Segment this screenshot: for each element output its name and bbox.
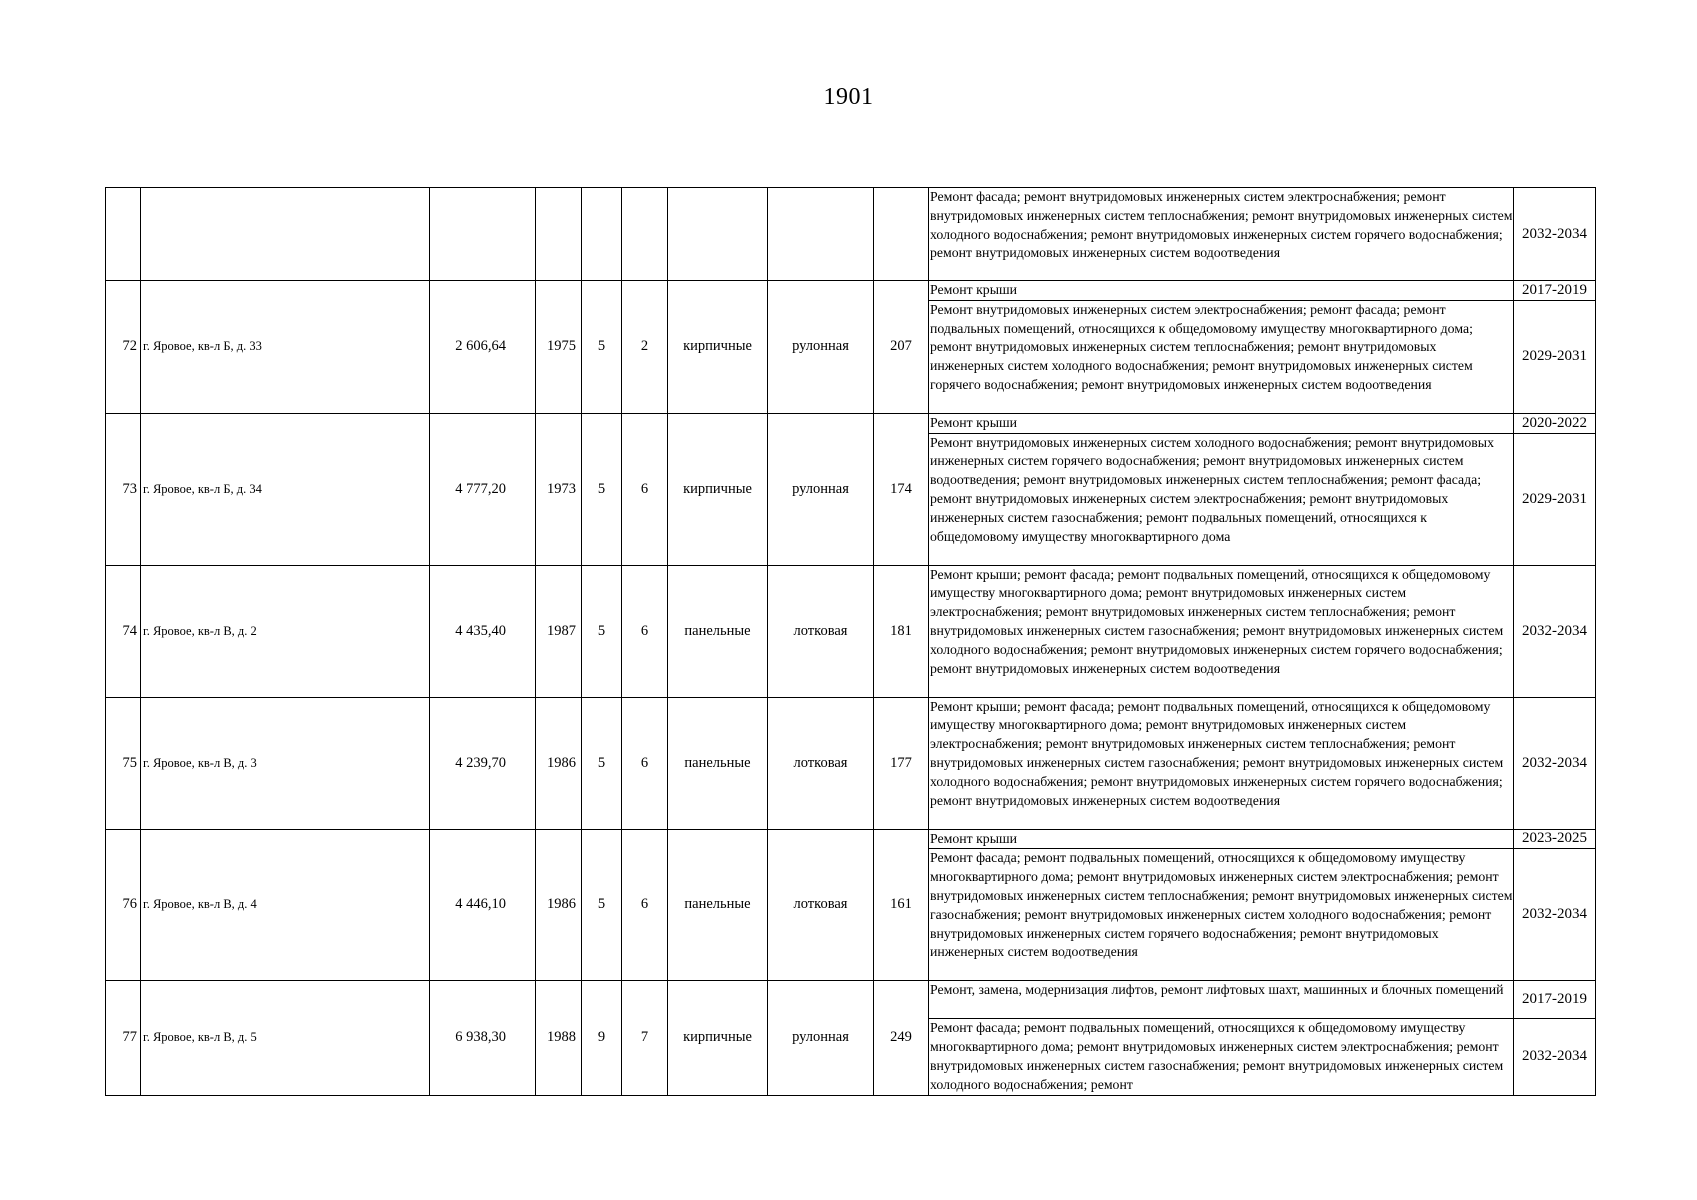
cell-roof-type: рулонная	[768, 981, 874, 1095]
cell-empty	[536, 188, 582, 281]
page-number: 1901	[823, 84, 874, 110]
cell-empty	[874, 188, 929, 281]
cell-floors: 5	[582, 829, 622, 981]
cell-work-types: Ремонт крыши	[929, 281, 1514, 301]
table-row	[106, 565, 1596, 697]
cell-period: 2032-2034	[1514, 1019, 1596, 1095]
cell-year: 1986	[536, 697, 582, 829]
cell-empty	[768, 188, 874, 281]
cell-work-types: Ремонт фасада; ремонт подвальных помещений, относящихся к общедомовому имуществу многоквартирного дома; ремонт внутридомовых инженерных систем электроснабжения; ремонт внутридомовых инженерных систем газоснабжения; ремонт внутридомовых инженерных систем холодного водоснабжения; ремонт	[929, 1019, 1514, 1095]
cell-work-types: Ремонт крыши	[929, 413, 1514, 433]
cell-address: г. Яровое, кв-л В, д. 3	[141, 697, 430, 829]
cell-roof-type: лотковая	[768, 829, 874, 981]
cell-work-types: Ремонт внутридомовых инженерных систем холодного водоснабжения; ремонт внутридомовых инженерных систем горячего водоснабжения; ремонт внутридомовых инженерных систем водоотведения; ремонт внутридомовых инженерных систем теплоснабжения; ремонт фасада; ремонт внутридомовых инженерных систем электроснабжения; ремонт внутридомовых инженерных систем газоснабжения; ремонт подвальных помещений, относящихся к общедомовому имуществу многоквартирного дома	[929, 433, 1514, 565]
cell-floors: 9	[582, 981, 622, 1095]
cell-floors: 5	[582, 281, 622, 414]
cell-address: г. Яровое, кв-л В, д. 4	[141, 829, 430, 981]
table-row	[106, 697, 1596, 829]
cell-roof-type: рулонная	[768, 281, 874, 414]
cell-period: 2020-2022	[1514, 413, 1596, 433]
cell-entrances: 6	[622, 413, 668, 565]
cell-period: 2017-2019	[1514, 281, 1596, 301]
row-number: 73	[106, 413, 141, 565]
continuation-row	[106, 188, 1596, 281]
cell-entrances: 6	[622, 565, 668, 697]
cell-work-types: Ремонт внутридомовых инженерных систем электроснабжения; ремонт фасада; ремонт подвальных помещений, относящихся к общедомовому имуществу многоквартирного дома; ремонт внутридомовых инженерных систем теплоснабжения; ремонт внутридомовых инженерных систем холодного водоснабжения; ремонт внутридомовых инженерных систем горячего водоснабжения; ремонт внутридомовых инженерных систем водоотведения	[929, 300, 1514, 413]
cell-empty	[622, 188, 668, 281]
cell-entrances: 2	[622, 281, 668, 414]
cell-work-types: Ремонт, замена, модернизация лифтов, ремонт лифтовых шахт, машинных и блочных помещений	[929, 981, 1514, 1019]
cell-entrances: 6	[622, 697, 668, 829]
cell-floors: 5	[582, 697, 622, 829]
cell-roof-type: лотковая	[768, 697, 874, 829]
housing-repair-table	[105, 187, 1596, 1096]
cell-year: 1988	[536, 981, 582, 1095]
cell-work-types: Ремонт фасада; ремонт подвальных помещений, относящихся к общедомовому имуществу многоквартирного дома; ремонт внутридомовых инженерных систем электроснабжения; ремонт внутридомовых инженерных систем теплоснабжения; ремонт внутридомовых инженерных систем газоснабжения; ремонт внутридомовых инженерных систем холодного водоснабжения; ремонт внутридомовых инженерных систем горячего водоснабжения; ремонт внутридомовых инженерных систем водоотведения	[929, 849, 1514, 981]
cell-period: 2032-2034	[1514, 697, 1596, 829]
table-row	[106, 829, 1596, 849]
cell-roof-type: рулонная	[768, 413, 874, 565]
cell-work-types: Ремонт фасада; ремонт внутридомовых инженерных систем электроснабжения; ремонт внутридомовых инженерных систем теплоснабжения; ремонт внутридомовых инженерных систем холодного водоснабжения; ремонт внутридомовых инженерных систем горячего водоснабжения; ремонт внутридомовых инженерных систем водоотведения	[929, 188, 1514, 281]
row-number: 77	[106, 981, 141, 1095]
cell-period: 2029-2031	[1514, 300, 1596, 413]
cell-period: 2017-2019	[1514, 981, 1596, 1019]
cell-area: 2 606,64	[430, 281, 536, 414]
cell-wall-material: кирпичные	[668, 281, 768, 414]
cell-period: 2023-2025	[1514, 829, 1596, 849]
row-number: 72	[106, 281, 141, 414]
cell-roof-type: лотковая	[768, 565, 874, 697]
cell-wall-material: панельные	[668, 697, 768, 829]
cell-entrances: 6	[622, 829, 668, 981]
cell-address: г. Яровое, кв-л Б, д. 33	[141, 281, 430, 414]
cell-floors: 5	[582, 565, 622, 697]
row-number: 75	[106, 697, 141, 829]
cell-residents: 181	[874, 565, 929, 697]
cell-residents: 174	[874, 413, 929, 565]
cell-area: 4 239,70	[430, 697, 536, 829]
cell-empty	[141, 188, 430, 281]
cell-residents: 249	[874, 981, 929, 1095]
cell-empty	[106, 188, 141, 281]
cell-work-types: Ремонт крыши	[929, 829, 1514, 849]
cell-wall-material: кирпичные	[668, 413, 768, 565]
cell-wall-material: панельные	[668, 829, 768, 981]
cell-area: 4 777,20	[430, 413, 536, 565]
table-body	[106, 188, 1596, 1096]
cell-empty	[668, 188, 768, 281]
row-number: 74	[106, 565, 141, 697]
cell-entrances: 7	[622, 981, 668, 1095]
cell-area: 4 435,40	[430, 565, 536, 697]
row-number: 76	[106, 829, 141, 981]
table-row	[106, 413, 1596, 433]
cell-address: г. Яровое, кв-л Б, д. 34	[141, 413, 430, 565]
cell-period: 2029-2031	[1514, 433, 1596, 565]
cell-empty	[582, 188, 622, 281]
cell-area: 4 446,10	[430, 829, 536, 981]
cell-year: 1987	[536, 565, 582, 697]
cell-empty	[430, 188, 536, 281]
cell-period: 2032-2034	[1514, 565, 1596, 697]
table-row	[106, 981, 1596, 1019]
cell-residents: 177	[874, 697, 929, 829]
cell-year: 1975	[536, 281, 582, 414]
cell-wall-material: панельные	[668, 565, 768, 697]
cell-wall-material: кирпичные	[668, 981, 768, 1095]
cell-residents: 207	[874, 281, 929, 414]
cell-residents: 161	[874, 829, 929, 981]
table-row	[106, 281, 1596, 301]
cell-work-types: Ремонт крыши; ремонт фасада; ремонт подвальных помещений, относящихся к общедомовому имуществу многоквартирного дома; ремонт внутридомовых инженерных систем электроснабжения; ремонт внутридомовых инженерных систем теплоснабжения; ремонт внутридомовых инженерных систем газоснабжения; ремонт внутридомовых инженерных систем холодного водоснабжения; ремонт внутридомовых инженерных систем горячего водоснабжения; ремонт внутридомовых инженерных систем водоотведения	[929, 565, 1514, 697]
cell-period: 2032-2034	[1514, 188, 1596, 281]
cell-address: г. Яровое, кв-л В, д. 5	[141, 981, 430, 1095]
cell-floors: 5	[582, 413, 622, 565]
cell-area: 6 938,30	[430, 981, 536, 1095]
cell-year: 1973	[536, 413, 582, 565]
cell-period: 2032-2034	[1514, 849, 1596, 981]
cell-address: г. Яровое, кв-л В, д. 2	[141, 565, 430, 697]
cell-work-types: Ремонт крыши; ремонт фасада; ремонт подвальных помещений, относящихся к общедомовому имуществу многоквартирного дома; ремонт внутридомовых инженерных систем электроснабжения; ремонт внутридомовых инженерных систем теплоснабжения; ремонт внутридомовых инженерных систем газоснабжения; ремонт внутридомовых инженерных систем холодного водоснабжения; ремонт внутридомовых инженерных систем горячего водоснабжения; ремонт внутридомовых инженерных систем водоотведения	[929, 697, 1514, 829]
cell-year: 1986	[536, 829, 582, 981]
